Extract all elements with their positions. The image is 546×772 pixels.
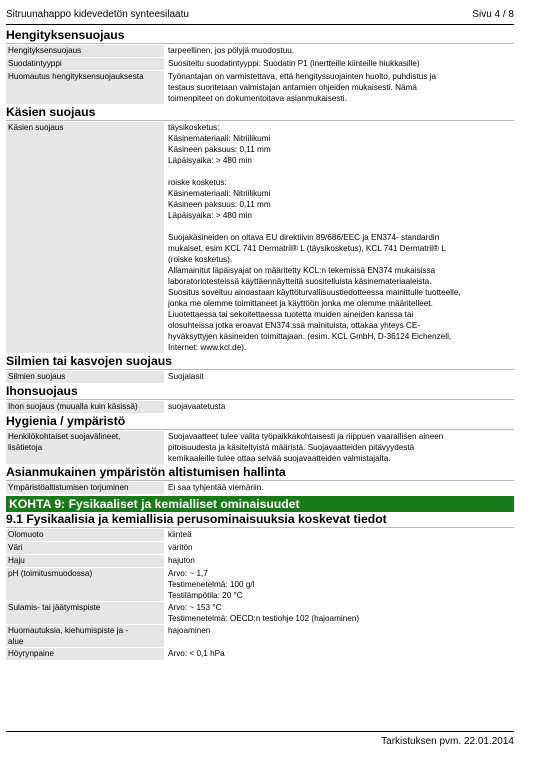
section-heading: Silmien tai kasvojen suojaus: [6, 354, 514, 370]
table-row: [6, 371, 514, 383]
row-label: Hengityksensuojaus: [6, 45, 164, 57]
table-row: [6, 648, 514, 660]
table-row: [6, 482, 514, 494]
row-value: Suojalasit: [168, 372, 204, 381]
row-value: täysikosketus: Käsinemateriaali: Nitriilikumi Käsineen paksuus: 0,11 mm Läpäisyaika: > 480 min roiske kosketus: Käsinemateriaali: Nitriilikumi Käsineen paksuus: 0,11 mm Läpäisyaika: > 480 min Suojakäsineiden on oltava EU direktiivin 89/686/EEC ja EN374- standardin mukaiset, esim KCL 741 Dermatril® L (täysikosketus), KCL 741 Dermatril® L (roiske kosketus). Allamainitut läpäisyajat on määritetty KCL:n tekemissä EN374 mukaisissa laboratoriotesteissä käyttäennäytteitä suositelluista käsinemateriaaleista. Suositus soveltuu ainoastaan käyttöturvallisuustiedotteessa mainittulle tuotteelle, jonka me olemme toimittaneet ja käyttöön jonka me olemme määritelleet. Liuotettaessa tai sekoitettaessa tuotetta muiden aineiden kanssa tai olosuhteissa jotka eroavat EN374:ssä mainituista, ottakaa yhteys CE- hyväksyttyjen käsineiden toimittajaan. (esim. KCL GmbH, D-36124 Eichenzell, Internet: www.kcl.de).: [168, 123, 461, 352]
row-label: Höyrynpaine: [6, 648, 164, 660]
document-body: [6, 28, 514, 661]
row-value: Työnantajan on varmistettava, että hengityssuojainten huolto, puhdistus ja testaus suoritetaan valmistajan antamien ohjeiden mukaisesti. Nämä toimenpiteet on dokumentoitava asianmukaisesti.: [168, 72, 437, 103]
table-row: [6, 568, 514, 601]
row-value: Suositeltu suodatintyyppi: Suodatin P1 (inertteille kiinteille hiukkasille): [168, 59, 420, 68]
row-label: Ympäristöaltistumisen torjuminen: [6, 482, 164, 494]
table-row: [6, 555, 514, 567]
table-row: [6, 401, 514, 413]
row-label: Silmien suojaus: [6, 371, 164, 383]
footer-divider: [6, 731, 514, 732]
row-value: Arvo: ~ 1,7 Testimenetelmä: 100 g/l Testilämpötila: 20 °C: [168, 569, 255, 600]
row-label: Väri: [6, 542, 164, 554]
page-number: Sivu 4 / 8: [472, 9, 514, 20]
row-value: hajuton: [168, 556, 195, 565]
header-divider: [6, 24, 514, 25]
chapter-heading: KOHTA 9: Fysikaaliset ja kemialliset ominaisuudet: [6, 496, 514, 512]
section-heading: Hengityksensuojaus: [6, 28, 514, 44]
row-value: suojavaatetusta: [168, 402, 226, 411]
row-value: väritön: [168, 543, 193, 552]
row-value: hajoaminen: [168, 626, 211, 635]
row-label: Huomautuksia, kiehumispiste ja - alue: [6, 625, 164, 647]
row-label: Ihon suojaus (muualla kuin käsissä): [6, 401, 164, 413]
row-value: kiinteä: [168, 530, 192, 539]
table-row: [6, 45, 514, 57]
section-heading: 9.1 Fysikaalisia ja kemiallisia perusominaisuuksia koskevat tiedot: [6, 512, 514, 528]
row-value: Arvo: < 0,1 hPa: [168, 649, 225, 658]
section-heading: Hygienia / ympäristö: [6, 414, 514, 430]
revision-date: Tarkistuksen pvm. 22.01.2014: [381, 736, 514, 747]
section-heading: Ihonsuojaus: [6, 384, 514, 400]
row-label: Henkilökohtaiset suojavälineet, lisätietoja: [6, 431, 164, 464]
row-label: Olomuoto: [6, 529, 164, 541]
table-row: [6, 602, 514, 624]
table-row: [6, 431, 514, 464]
row-label: Haju: [6, 555, 164, 567]
table-row: [6, 58, 514, 70]
row-label: Käsien suojaus: [6, 122, 164, 353]
table-row: [6, 529, 514, 541]
section-heading: Käsien suojaus: [6, 105, 514, 121]
row-value: Ei saa tyhjentää viemäriin.: [168, 483, 264, 492]
table-row: [6, 625, 514, 647]
row-value: Arvo: ~ 153 °C Testimenetelmä: OECD:n testiohje 102 (hajoaminen): [168, 603, 360, 623]
table-row: [6, 542, 514, 554]
page-header: [6, 9, 514, 20]
row-label: Suodatintyyppi: [6, 58, 164, 70]
row-value: Suojavaatteet tulee valita työpaikkakohtaisesti ja riippuen vaarallisen aineen pitoisuudesta ja käsiteltyistä määristä. Suojavaatteiden pitävyydestä kemikaaleille tulee ottaa selvää suojavaatteiden valmistajalta.: [168, 432, 444, 463]
row-value: tarpeellinen, jos pölyjä muodostuu.: [168, 46, 295, 55]
section-heading: Asianmukainen ympäristön altistumisen hallinta: [6, 465, 514, 481]
row-label: Sulamis- tai jäätymispiste: [6, 602, 164, 624]
table-row: [6, 71, 514, 104]
document-title: Sitruunahappo kidevedetön synteesilaatu: [6, 9, 189, 20]
table-row: [6, 122, 514, 353]
row-label: Huomautus hengityksensuojauksesta: [6, 71, 164, 104]
row-label: pH (toimitusmuodossa): [6, 568, 164, 601]
